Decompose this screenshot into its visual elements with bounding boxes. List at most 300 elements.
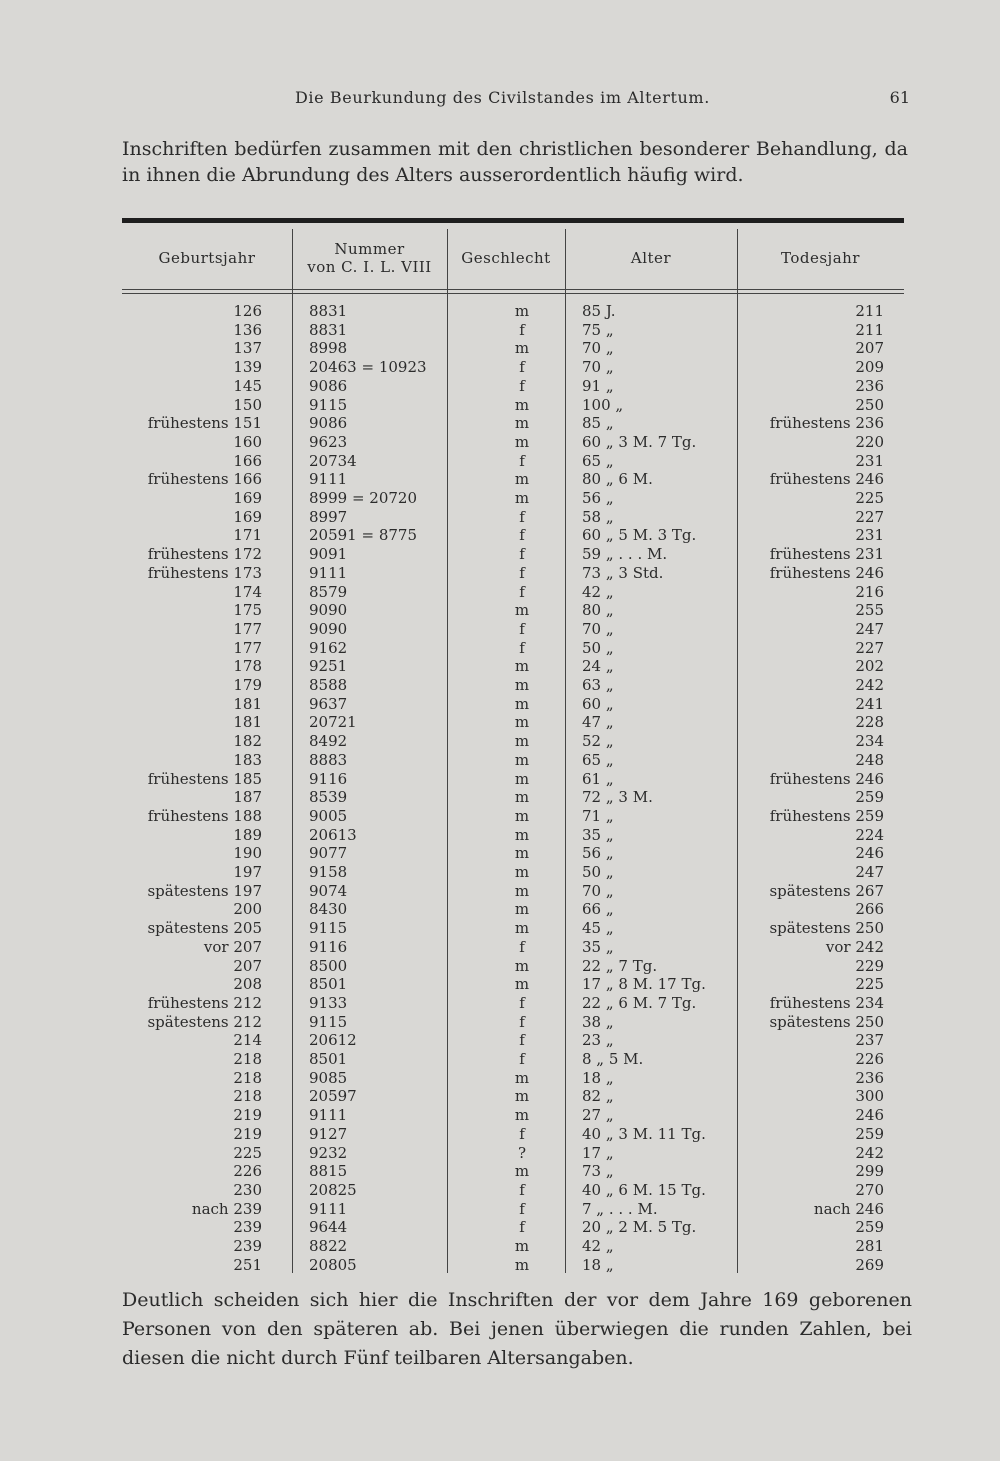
cell-death-year: 209 xyxy=(855,358,884,377)
cell-cil-number: 8831 xyxy=(309,320,348,339)
cell-age: 50 „ xyxy=(582,638,614,657)
cell-death-year: 234 xyxy=(855,732,884,751)
cell-age: 22 „ 6 M. 7 Tg. xyxy=(582,993,697,1012)
cell-death-year: 225 xyxy=(855,489,884,507)
cell-death-year: 229 xyxy=(855,956,884,975)
cell-birth-year: 175 xyxy=(233,601,262,620)
cell-age: 52 „ xyxy=(582,732,614,751)
table-row xyxy=(122,657,904,676)
cell-death-year: frühestens 236 xyxy=(769,414,884,433)
cell-cil-number: 9127 xyxy=(309,1124,348,1143)
cell-birth-year: 178 xyxy=(233,657,262,676)
cell-death-year: frühestens 246 xyxy=(769,563,884,582)
cell-death-year: frühestens 234 xyxy=(769,993,884,1012)
cell-age: 56 „ xyxy=(582,844,614,863)
cell-age: 8 „ 5 M. xyxy=(582,1050,644,1068)
cell-birth-year: frühestens 212 xyxy=(147,993,262,1012)
cell-sex: f xyxy=(519,619,525,638)
cell-death-year: 220 xyxy=(855,432,884,451)
cell-cil-number: 9091 xyxy=(309,545,348,564)
cell-age: 45 „ xyxy=(582,919,614,938)
cell-sex: f xyxy=(519,937,525,956)
header-rule-lower xyxy=(122,293,904,294)
cell-birth-year: vor 207 xyxy=(203,937,262,956)
cell-sex: f xyxy=(519,993,525,1012)
cell-cil-number: 9111 xyxy=(309,1199,348,1218)
cell-sex: f xyxy=(519,376,525,395)
cell-sex: m xyxy=(514,601,530,620)
cell-birth-year: 145 xyxy=(233,376,262,395)
cell-birth-year: 219 xyxy=(233,1124,262,1143)
cell-age: 70 „ xyxy=(582,619,614,638)
header-birth-year: Geburtsjahr xyxy=(158,249,256,267)
table-row xyxy=(122,396,904,415)
cell-death-year: spätestens 267 xyxy=(769,881,884,900)
table-row xyxy=(122,452,904,471)
header-sex: Geschlecht xyxy=(461,249,551,267)
cell-age: 82 „ xyxy=(582,1087,614,1106)
cell-death-year: 281 xyxy=(855,1237,884,1255)
cell-death-year: 269 xyxy=(855,1255,884,1274)
cell-birth-year: frühestens 188 xyxy=(147,806,262,825)
table-row xyxy=(122,1181,904,1200)
cell-death-year: 216 xyxy=(855,582,884,601)
cell-age: 65 „ xyxy=(582,750,614,769)
cell-sex: m xyxy=(514,470,530,489)
cell-birth-year: 179 xyxy=(233,676,262,694)
cell-death-year: 207 xyxy=(855,339,884,358)
cell-cil-number: 8998 xyxy=(309,339,348,358)
cell-birth-year: 150 xyxy=(233,395,262,414)
cell-death-year: 250 xyxy=(855,395,884,414)
cell-birth-year: 190 xyxy=(233,844,262,863)
table-row xyxy=(122,620,904,639)
cell-sex: m xyxy=(514,769,530,788)
cell-age: 20 „ 2 M. 5 Tg. xyxy=(582,1218,697,1237)
cell-sex: f xyxy=(519,451,525,470)
cell-cil-number: 9077 xyxy=(309,844,348,863)
cell-cil-number: 8501 xyxy=(309,1050,348,1068)
cell-sex: f xyxy=(519,320,525,339)
cell-age: 100 „ xyxy=(582,395,624,414)
cell-age: 56 „ xyxy=(582,489,614,507)
table-row xyxy=(122,1125,904,1144)
cell-birth-year: 169 xyxy=(233,489,262,507)
cell-sex: m xyxy=(514,919,530,938)
cell-death-year: 241 xyxy=(855,694,884,713)
cell-cil-number: 9115 xyxy=(309,1012,348,1031)
cell-sex: m xyxy=(514,788,530,807)
cell-cil-number: 9111 xyxy=(309,563,348,582)
cell-age: 17 „ xyxy=(582,1143,614,1162)
cell-death-year: spätestens 250 xyxy=(769,919,884,938)
cell-cil-number: 20591 = 8775 xyxy=(309,526,417,545)
cell-death-year: 259 xyxy=(855,1218,884,1237)
table-row xyxy=(122,957,904,976)
cell-birth-year: 226 xyxy=(233,1162,262,1181)
cell-cil-number: 20805 xyxy=(309,1255,357,1274)
cell-age: 50 „ xyxy=(582,863,614,881)
header-cil-number xyxy=(292,229,447,287)
cell-age: 18 „ xyxy=(582,1255,614,1274)
cell-cil-number: 20825 xyxy=(309,1180,357,1199)
cell-age: 42 „ xyxy=(582,1237,614,1255)
cell-cil-number: 9251 xyxy=(309,657,348,676)
table-row xyxy=(122,900,904,919)
cell-cil-number: 20597 xyxy=(309,1087,357,1106)
cell-death-year: 247 xyxy=(855,619,884,638)
cell-birth-year: 126 xyxy=(233,302,262,320)
cell-cil-number: 9116 xyxy=(309,937,348,956)
cell-birth-year: spätestens 197 xyxy=(147,881,262,900)
cell-sex: f xyxy=(519,526,525,545)
header-rule-upper xyxy=(122,289,904,290)
table-row xyxy=(122,807,904,826)
cell-cil-number: 20613 xyxy=(309,825,357,844)
cell-cil-number: 8999 = 20720 xyxy=(309,489,417,507)
cell-cil-number: 9111 xyxy=(309,1106,348,1125)
table-row xyxy=(122,433,904,452)
table-row xyxy=(122,695,904,714)
cell-birth-year: 169 xyxy=(233,507,262,526)
table-row xyxy=(122,713,904,732)
cell-cil-number: 20734 xyxy=(309,451,357,470)
cell-sex: m xyxy=(514,900,530,919)
cell-cil-number: 8492 xyxy=(309,732,348,751)
cell-cil-number: 9115 xyxy=(309,919,348,938)
cell-death-year: spätestens 250 xyxy=(769,1012,884,1031)
cell-birth-year: 251 xyxy=(233,1255,262,1274)
table-row xyxy=(122,639,904,658)
cell-cil-number: 8500 xyxy=(309,956,348,975)
cell-age: 60 „ 5 M. 3 Tg. xyxy=(582,526,697,545)
cell-death-year: 259 xyxy=(855,1124,884,1143)
cell-age: 75 „ xyxy=(582,320,614,339)
cell-birth-year: 177 xyxy=(233,638,262,657)
cell-cil-number: 8430 xyxy=(309,900,348,919)
cell-sex: m xyxy=(514,732,530,751)
cell-birth-year: 218 xyxy=(233,1050,262,1068)
cell-death-year: 299 xyxy=(855,1162,884,1181)
cell-death-year: frühestens 246 xyxy=(769,470,884,489)
table-row xyxy=(122,975,904,994)
cell-sex: m xyxy=(514,395,530,414)
table-row xyxy=(122,994,904,1013)
cell-birth-year: 200 xyxy=(233,900,262,919)
cell-death-year: 231 xyxy=(855,526,884,545)
cell-cil-number: 9085 xyxy=(309,1068,348,1087)
cell-sex: m xyxy=(514,432,530,451)
cell-age: 58 „ xyxy=(582,507,614,526)
cell-age: 60 „ 3 M. 7 Tg. xyxy=(582,432,697,451)
table-row xyxy=(122,302,904,321)
cell-age: 66 „ xyxy=(582,900,614,919)
cell-age: 40 „ 6 M. 15 Tg. xyxy=(582,1180,706,1199)
cell-death-year: nach 246 xyxy=(813,1199,884,1218)
header-age: Alter xyxy=(630,249,672,267)
cell-cil-number: 9623 xyxy=(309,432,348,451)
cell-age: 18 „ xyxy=(582,1068,614,1087)
cell-cil-number: 9086 xyxy=(309,376,348,395)
header-cil-number-line2: von C. I. L. VIII xyxy=(307,258,432,276)
cell-cil-number: 9637 xyxy=(309,694,348,713)
cell-sex: m xyxy=(514,825,530,844)
cell-birth-year: 136 xyxy=(233,320,262,339)
cell-sex: f xyxy=(519,358,525,377)
cell-birth-year: 139 xyxy=(233,358,262,377)
cell-age: 61 „ xyxy=(582,769,614,788)
cell-age: 38 „ xyxy=(582,1012,614,1031)
cell-age: 85 J. xyxy=(582,302,616,320)
cell-cil-number: 8822 xyxy=(309,1237,348,1255)
cell-sex: m xyxy=(514,657,530,676)
cell-sex: m xyxy=(514,339,530,358)
cell-sex: m xyxy=(514,956,530,975)
header-death-year: Todesjahr xyxy=(781,249,860,267)
cell-sex: m xyxy=(514,414,530,433)
cell-death-year: 231 xyxy=(855,451,884,470)
table-row xyxy=(122,1200,904,1219)
table-row xyxy=(122,526,904,545)
cell-cil-number: 8539 xyxy=(309,788,348,807)
table-row xyxy=(122,583,904,602)
cell-sex: m xyxy=(514,1255,530,1274)
cell-cil-number: 9115 xyxy=(309,395,348,414)
cell-age: 72 „ 3 M. xyxy=(582,788,653,807)
cell-cil-number: 20612 xyxy=(309,1031,357,1050)
table-header xyxy=(122,229,904,289)
cell-birth-year: 183 xyxy=(233,750,262,769)
running-title: Die Beurkundung des Civilstandes im Altertum. xyxy=(295,88,710,107)
cell-cil-number: 9644 xyxy=(309,1218,348,1237)
table-row xyxy=(122,826,904,845)
cell-death-year: 248 xyxy=(855,750,884,769)
cell-birth-year: 187 xyxy=(233,788,262,807)
cell-sex: m xyxy=(514,489,530,507)
cell-sex: f xyxy=(519,545,525,564)
cell-birth-year: 214 xyxy=(233,1031,262,1050)
cell-age: 17 „ 8 M. 17 Tg. xyxy=(582,975,706,994)
cell-sex: m xyxy=(514,302,530,320)
cell-birth-year: 137 xyxy=(233,339,262,358)
cell-age: 91 „ xyxy=(582,376,614,395)
cell-birth-year: 218 xyxy=(233,1087,262,1106)
cell-cil-number: 8997 xyxy=(309,507,348,526)
cell-cil-number: 9116 xyxy=(309,769,348,788)
page-header xyxy=(120,88,910,112)
table-row xyxy=(122,1256,904,1275)
cell-birth-year: 181 xyxy=(233,694,262,713)
page-number: 61 xyxy=(889,88,910,107)
cell-death-year: 224 xyxy=(855,825,884,844)
table-row xyxy=(122,1069,904,1088)
cell-birth-year: 189 xyxy=(233,825,262,844)
cell-death-year: frühestens 231 xyxy=(769,545,884,564)
table-row xyxy=(122,938,904,957)
table-row xyxy=(122,339,904,358)
cell-death-year: 266 xyxy=(855,900,884,919)
cell-death-year: 242 xyxy=(855,676,884,694)
cell-birth-year: 219 xyxy=(233,1106,262,1125)
cell-cil-number: 9111 xyxy=(309,470,348,489)
cell-cil-number: 8501 xyxy=(309,975,348,994)
table-row xyxy=(122,377,904,396)
table-row xyxy=(122,1218,904,1237)
cell-death-year: 211 xyxy=(855,320,884,339)
cell-birth-year: 225 xyxy=(233,1143,262,1162)
cell-death-year: 202 xyxy=(855,657,884,676)
cell-cil-number: 9086 xyxy=(309,414,348,433)
cell-death-year: 236 xyxy=(855,1068,884,1087)
cell-sex: m xyxy=(514,1068,530,1087)
cell-cil-number: 8588 xyxy=(309,676,348,694)
cell-age: 35 „ xyxy=(582,937,614,956)
table-row xyxy=(122,601,904,620)
cell-cil-number: 9005 xyxy=(309,806,348,825)
table-row xyxy=(122,732,904,751)
cell-birth-year: 171 xyxy=(233,526,262,545)
cell-cil-number: 8815 xyxy=(309,1162,348,1181)
cell-cil-number: 9090 xyxy=(309,619,348,638)
table-row xyxy=(122,1162,904,1181)
table-row xyxy=(122,414,904,433)
cell-cil-number: 9162 xyxy=(309,638,348,657)
table-row xyxy=(122,545,904,564)
table-row xyxy=(122,1237,904,1256)
cell-cil-number: 9074 xyxy=(309,881,348,900)
table-row xyxy=(122,676,904,695)
cell-death-year: 300 xyxy=(855,1087,884,1106)
cell-sex: f xyxy=(519,1180,525,1199)
cell-sex: ? xyxy=(517,1143,527,1162)
table-row xyxy=(122,564,904,583)
cell-birth-year: nach 239 xyxy=(191,1199,262,1218)
table-row xyxy=(122,770,904,789)
cell-cil-number: 20463 = 10923 xyxy=(309,358,427,377)
cell-sex: m xyxy=(514,1106,530,1125)
cell-death-year: 259 xyxy=(855,788,884,807)
cell-death-year: vor 242 xyxy=(825,937,884,956)
table-row xyxy=(122,863,904,882)
cell-age: 73 „ xyxy=(582,1162,614,1181)
table-row xyxy=(122,1031,904,1050)
table-row xyxy=(122,882,904,901)
cell-cil-number: 8883 xyxy=(309,750,348,769)
cell-age: 63 „ xyxy=(582,676,614,694)
cell-sex: f xyxy=(519,1199,525,1218)
cell-age: 65 „ xyxy=(582,451,614,470)
closing-text: Deutlich scheiden sich hier die Inschriften der vor dem Jahre 169 geborenen Personen von den späteren ab. Bei jenen überwiegen die runden Zahlen, bei diesen die nicht durch Fünf teilbaren Altersangaben. xyxy=(122,1289,912,1369)
cell-cil-number: 9090 xyxy=(309,601,348,620)
cell-sex: m xyxy=(514,1087,530,1106)
cell-death-year: 227 xyxy=(855,638,884,657)
cell-death-year: 227 xyxy=(855,507,884,526)
table-row xyxy=(122,470,904,489)
cell-death-year: 225 xyxy=(855,975,884,994)
table-row xyxy=(122,1087,904,1106)
cell-sex: m xyxy=(514,1237,530,1255)
cell-birth-year: 239 xyxy=(233,1237,262,1255)
cell-sex: f xyxy=(519,1012,525,1031)
cell-birth-year: frühestens 166 xyxy=(147,470,262,489)
cell-age: 22 „ 7 Tg. xyxy=(582,956,658,975)
intro-paragraph: Inschriften bedürfen zusammen mit den christlichen besonderer Behandlung, da in ihnen die Abrundung des Alters ausserordentlich häufig wird. xyxy=(122,138,908,186)
cell-death-year: 255 xyxy=(855,601,884,620)
cell-sex: f xyxy=(519,1124,525,1143)
cell-death-year: 246 xyxy=(855,1106,884,1125)
cell-birth-year: 197 xyxy=(233,863,262,881)
cell-death-year: frühestens 246 xyxy=(769,769,884,788)
cell-death-year: 211 xyxy=(855,302,884,320)
table-row xyxy=(122,1106,904,1125)
cell-birth-year: 230 xyxy=(233,1180,262,1199)
cell-sex: m xyxy=(514,713,530,732)
cell-sex: f xyxy=(519,638,525,657)
cell-death-year: 236 xyxy=(855,376,884,395)
cell-sex: m xyxy=(514,863,530,881)
cell-age: 80 „ xyxy=(582,601,614,620)
closing-paragraph xyxy=(122,1286,912,1373)
cell-sex: f xyxy=(519,1218,525,1237)
cell-sex: m xyxy=(514,750,530,769)
cell-age: 7 „ . . . M. xyxy=(582,1199,658,1218)
cell-age: 24 „ xyxy=(582,657,614,676)
cell-cil-number: 8579 xyxy=(309,582,348,601)
table-row xyxy=(122,1013,904,1032)
cell-cil-number: 20721 xyxy=(309,713,357,732)
table-row xyxy=(122,844,904,863)
cell-sex: m xyxy=(514,975,530,994)
table-top-rule xyxy=(122,218,904,223)
table-row xyxy=(122,489,904,508)
table-row xyxy=(122,919,904,938)
cell-age: 40 „ 3 M. 11 Tg. xyxy=(582,1124,706,1143)
cell-sex: m xyxy=(514,881,530,900)
cell-age: 47 „ xyxy=(582,713,614,732)
cell-sex: f xyxy=(519,563,525,582)
cell-sex: f xyxy=(519,582,525,601)
cell-death-year: 270 xyxy=(855,1180,884,1199)
cell-birth-year: 174 xyxy=(233,582,262,601)
cell-age: 71 „ xyxy=(582,806,614,825)
cell-death-year: 237 xyxy=(855,1031,884,1050)
cell-birth-year: 177 xyxy=(233,619,262,638)
cell-sex: m xyxy=(514,844,530,863)
table-row xyxy=(122,358,904,377)
cell-birth-year: 181 xyxy=(233,713,262,732)
cell-birth-year: 182 xyxy=(233,732,262,751)
cell-sex: m xyxy=(514,694,530,713)
cell-birth-year: 208 xyxy=(233,975,262,994)
cell-birth-year: spätestens 212 xyxy=(147,1012,262,1031)
cell-sex: f xyxy=(519,507,525,526)
cell-sex: f xyxy=(519,1050,525,1068)
cell-age: 27 „ xyxy=(582,1106,614,1125)
cell-birth-year: frühestens 185 xyxy=(147,769,262,788)
table-row xyxy=(122,321,904,340)
cell-birth-year: frühestens 151 xyxy=(147,414,262,433)
cell-age: 60 „ xyxy=(582,694,614,713)
cell-death-year: 242 xyxy=(855,1143,884,1162)
cell-age: 70 „ xyxy=(582,881,614,900)
cell-age: 85 „ xyxy=(582,414,614,433)
cell-birth-year: spätestens 205 xyxy=(147,919,262,938)
cell-sex: m xyxy=(514,676,530,694)
cell-age: 59 „ . . . M. xyxy=(582,545,668,564)
header-cil-number-line1: Nummer xyxy=(334,240,405,258)
cell-age: 70 „ xyxy=(582,339,614,358)
cell-death-year: frühestens 259 xyxy=(769,806,884,825)
